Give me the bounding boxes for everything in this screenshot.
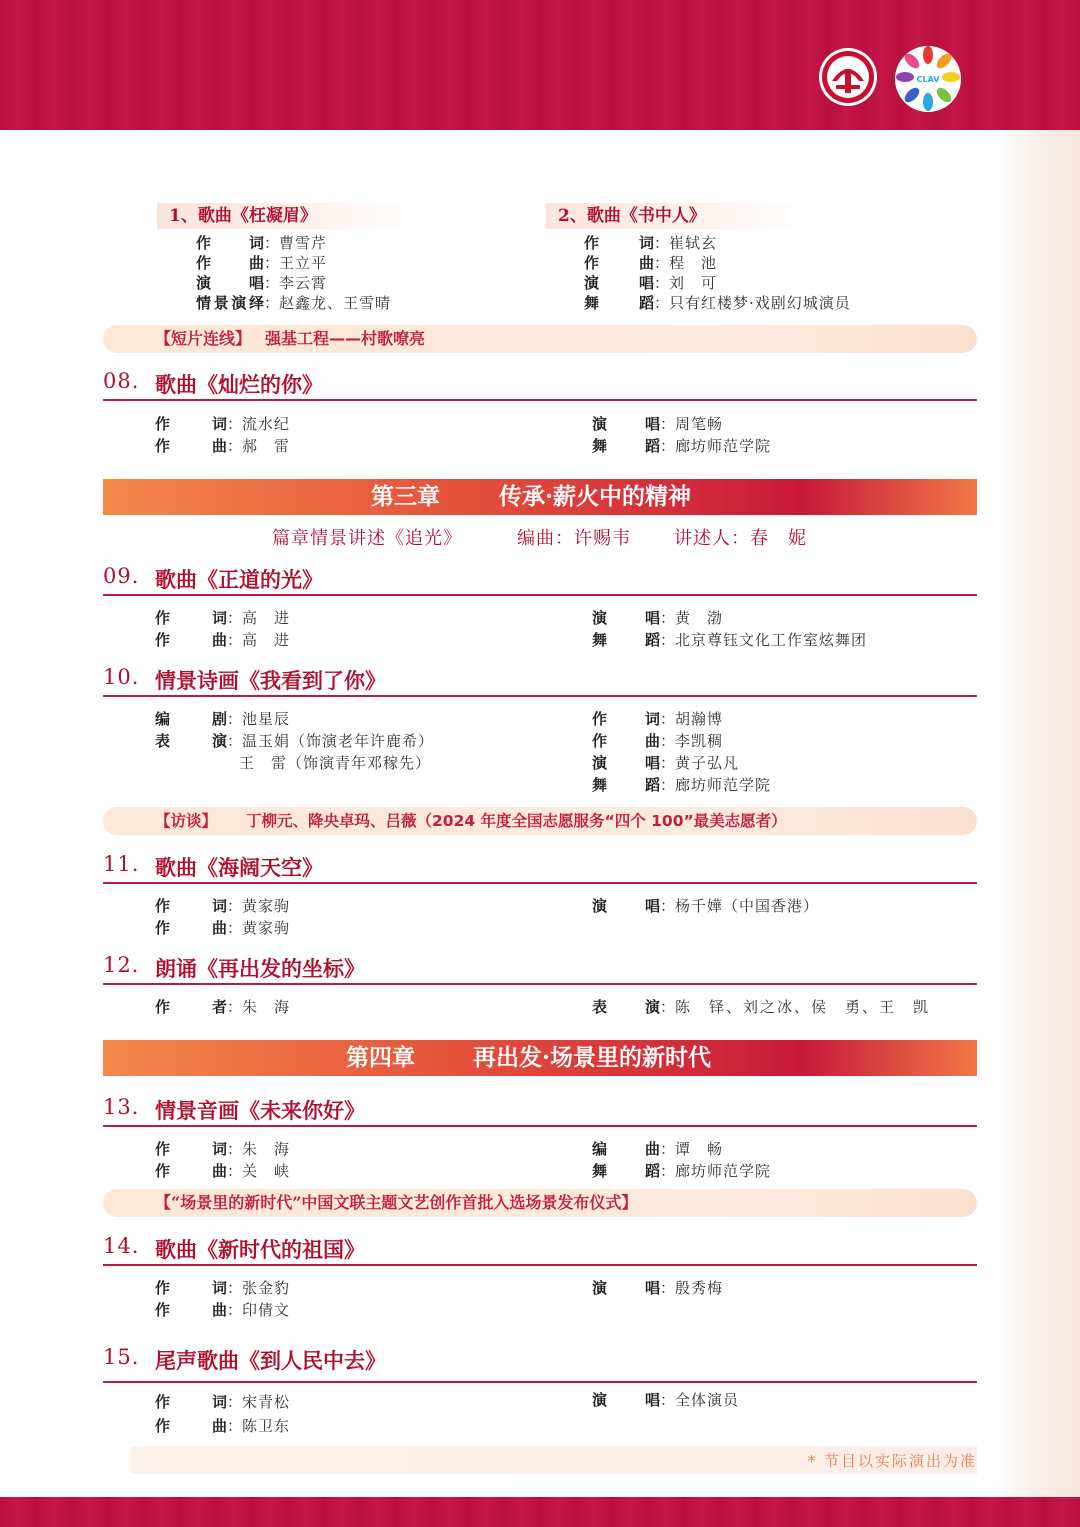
credit-line: 舞蹈：北京尊钰文化工作室炫舞团 [592,631,868,649]
item-divider [103,1381,977,1383]
segment-tag: 【短片连线】 [155,329,252,348]
credit-line: 作曲：陈卫东 [155,1417,291,1435]
program-item-12 [103,953,977,985]
sub-item-title-1: 1、歌曲《枉凝眉》 [157,203,419,229]
credit-line: 作曲：郝 雷 [155,437,291,455]
item-title: 歌曲《灿烂的你》 [155,372,323,397]
credit-line: 编剧：池星辰 [155,710,291,728]
credit-line: 作者：朱 海 [155,998,291,1016]
chapter-banner-4 [103,1040,977,1076]
chapter-number: 第四章 [346,1044,415,1071]
footnote-text: * 节目以实际演出为准 [807,1452,977,1470]
credit-line: 作词：朱 海 [155,1140,291,1158]
segment-text: 强基工程——村歌嘹亮 [265,329,426,348]
credit-line: 表演：温玉娟（饰演老年许鹿希） [155,732,435,750]
item-number: 12. [103,953,140,977]
program-item-13 [103,1095,977,1127]
credit-line: 作词：黄家驹 [155,897,291,915]
segment-tag: 【访谈】 [155,812,218,830]
chapter-name: 再出发·场景里的新时代 [473,1044,712,1071]
credit-line: 作曲：高 进 [155,631,291,649]
chapter-banner-3 [103,479,977,515]
program-item-15 [103,1345,977,1375]
credit-line: 情景演绎：赵鑫龙、王雪晴 [196,294,392,312]
credit-line: 作曲：黄家驹 [155,919,291,937]
program-item-11 [103,852,977,884]
program-item-10 [103,665,977,697]
credit-line: 作曲：李凯稠 [592,732,724,750]
clav-volunteer-logo-icon [894,45,962,113]
credit-line: 舞蹈：只有红楼梦·戏剧幻城演员 [584,294,851,312]
svg-text:CLAV: CLAV [916,75,940,84]
credit-line: 舞蹈：廊坊师范学院 [592,437,772,455]
credit-line: 作词：崔轼玄 [584,234,718,252]
credit-line: 舞蹈：廊坊师范学院 [592,776,772,794]
segment-banner-ceremony [103,1189,977,1217]
credit-line: 演唱：殷秀梅 [592,1279,724,1297]
program-item-08 [103,369,977,401]
credit-line: 舞蹈：廊坊师范学院 [592,1162,772,1180]
item-number: 09. [103,564,140,588]
program-item-09 [103,564,977,596]
sub-item-title-2: 2、歌曲《书中人》 [546,203,808,229]
item-title: 朗诵《再出发的坐标》 [155,956,365,981]
credit-line: 表演：陈 铎、刘之冰、侯 勇、王 凯 [592,998,931,1016]
credit-line: 演唱：刘 可 [584,274,718,292]
credit-line: 作词：张金豹 [155,1279,291,1297]
item-title: 情景诗画《我看到了你》 [155,668,386,693]
bottom-banner [0,1497,1080,1527]
item-number: 14. [103,1234,140,1258]
chapter-name: 传承·薪火中的精神 [499,483,692,510]
chapter-number: 第三章 [371,483,440,510]
chapter-intro-narrator: 讲述人：春 妮 [674,528,807,549]
credit-line: 作词：胡瀚博 [592,710,724,728]
segment-banner-interview [103,807,977,835]
credit-line: 王 雷（饰演青年邓稼先） [239,754,432,772]
item-number: 13. [103,1095,140,1119]
item-title: 歌曲《正道的光》 [155,567,323,592]
item-title: 歌曲《海阔天空》 [155,855,323,880]
decorative-right-stripe [1000,130,1080,1497]
item-title: 情景音画《未来你好》 [155,1098,365,1123]
credit-line: 作曲：印倩文 [155,1301,291,1319]
credit-line: 演唱：周笔畅 [592,415,724,433]
credit-line: 作曲：程 池 [584,254,718,272]
credit-line: 作词：高 进 [155,609,291,627]
program-item-14 [103,1234,977,1266]
item-title: 歌曲《新时代的祖国》 [155,1237,365,1262]
item-number: 10. [103,665,140,689]
chapter-intro-arranger: 编曲：许赐韦 [517,528,631,549]
credit-line: 作词：流水纪 [155,415,291,433]
credit-line: 作曲：关 峡 [155,1162,291,1180]
credit-line: 演唱：杨千嬅（中国香港） [592,897,820,915]
chapter-intro-title: 篇章情景讲述《追光》 [272,528,462,549]
segment-banner-short-film [103,325,977,353]
credit-line: 作词：曹雪芹 [196,234,328,252]
item-number: 15. [103,1345,140,1369]
credit-line: 演唱：全体演员 [592,1391,740,1409]
credit-line: 作词：宋青松 [155,1393,291,1411]
credit-line: 演唱：黄子弘凡 [592,754,740,772]
item-title: 尾声歌曲《到人民中去》 [155,1348,386,1373]
cflac-logo-icon [818,47,878,107]
credit-line: 演唱：黄 渤 [592,609,724,627]
credit-line: 作曲：王立平 [196,254,328,272]
segment-text: 【“场景里的新时代”中国文联主题文艺创作首批入选场景发布仪式】 [155,1193,638,1212]
credit-line: 演唱：李云霄 [196,274,328,292]
credit-line: 编曲：谭 畅 [592,1140,724,1158]
item-number: 11. [103,852,140,876]
item-number: 08. [103,369,140,393]
footnote-bar [130,1446,977,1474]
segment-text: 丁柳元、降央卓玛、吕薇（2024 年度全国志愿服务“四个 100”最美志愿者） [246,812,787,830]
